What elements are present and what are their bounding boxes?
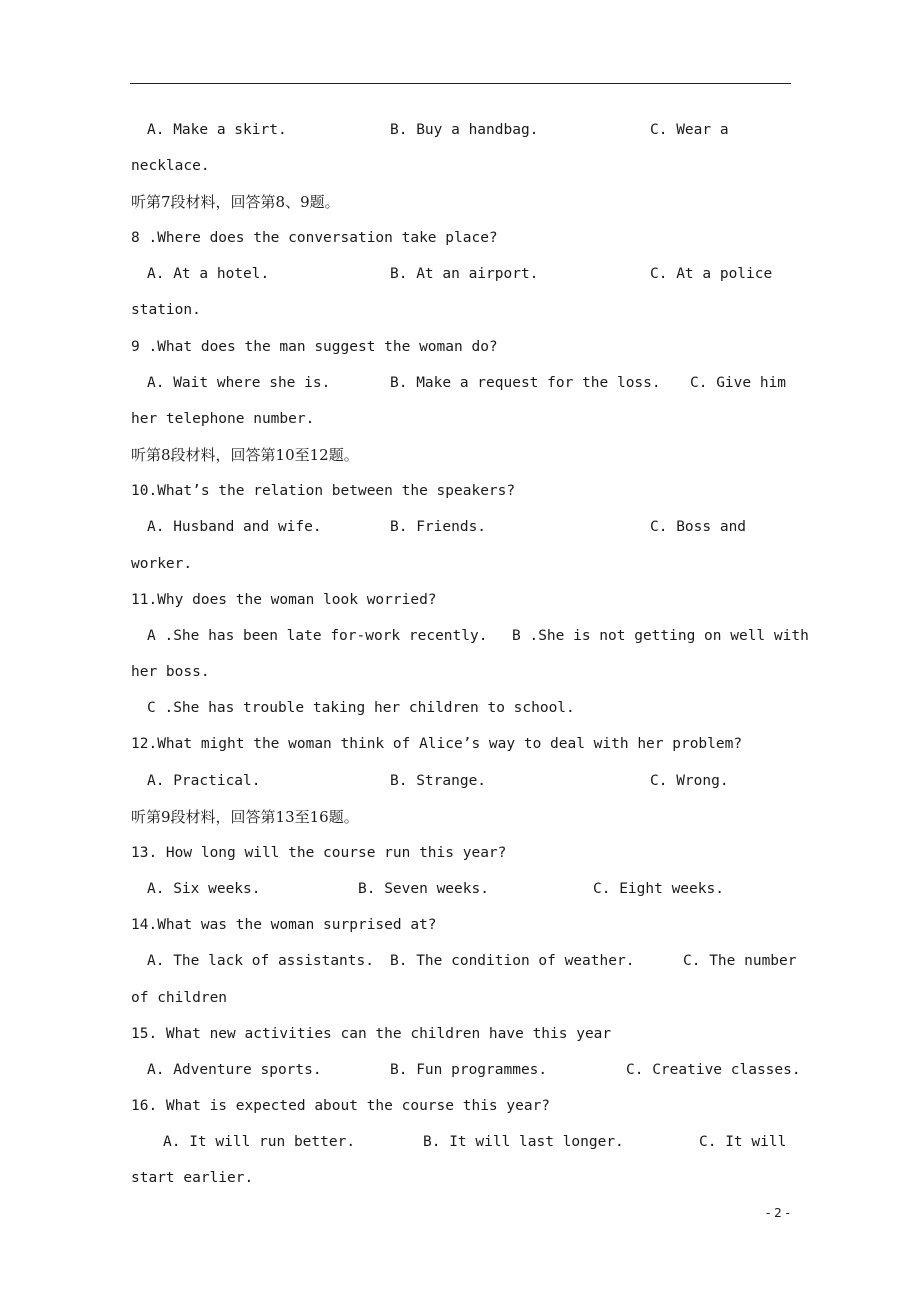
q14-option-c: C. The number	[683, 953, 797, 969]
q8-stem-text: 8 .Where does the conversation take place?	[131, 230, 498, 246]
header-rule	[130, 83, 791, 84]
q7-option-c-cont-text: necklace.	[131, 158, 210, 174]
q12-option-b: B. Strange.	[390, 773, 487, 789]
page-number: - 2 -	[766, 1206, 790, 1220]
q16-option-c-cont	[0, 1167, 254, 1189]
q15-option-b: B. Fun programmes.	[390, 1062, 548, 1078]
q14-option-b: B. The condition of weather.	[390, 953, 635, 969]
q14-option-c-cont	[0, 987, 228, 1009]
q10-stem-text: 10.What’s the relation between the speakers?	[131, 483, 516, 499]
q10-options	[0, 516, 747, 538]
q8-option-c-cont	[0, 299, 201, 321]
q8-option-b: B. At an airport.	[390, 266, 539, 282]
q16-option-c-cont-text: start earlier.	[131, 1170, 254, 1186]
q16-option-c: C. It will	[699, 1134, 787, 1150]
q11-option-c-line	[0, 697, 575, 719]
section-7-text: 听第7段材料，回答第8、9题。	[131, 193, 340, 211]
section-9-instruction	[0, 806, 359, 828]
q13-option-a: A. Six weeks.	[147, 881, 261, 897]
q11-option-b-cont	[0, 661, 210, 683]
q10-option-c: C. Boss and	[650, 519, 747, 535]
q10-option-c-cont	[0, 553, 193, 575]
q13-options	[0, 878, 724, 900]
q9-option-a: A. Wait where she is.	[147, 375, 331, 391]
section-8-text: 听第8段材料，回答第10至12题。	[131, 446, 359, 464]
q9-stem-text: 9 .What does the man suggest the woman do?	[131, 339, 498, 355]
q9-stem	[0, 336, 498, 358]
q12-stem	[0, 733, 743, 755]
q8-option-c-cont-text: station.	[131, 302, 201, 318]
q13-stem-text: 13. How long will the course run this year?	[131, 845, 507, 861]
q9-option-c: C. Give him	[690, 375, 787, 391]
q16-stem-text: 16. What is expected about the course this year?	[131, 1098, 551, 1114]
q11-stem	[0, 589, 437, 611]
q16-option-a: A. It will run better.	[163, 1134, 356, 1150]
q8-option-a: A. At a hotel.	[147, 266, 270, 282]
q16-options	[0, 1131, 787, 1153]
q11-option-b-cont-text: her boss.	[131, 664, 210, 680]
q15-stem	[0, 1023, 612, 1045]
q11-option-c: C .She has trouble taking her children to school.	[147, 700, 575, 716]
section-8-instruction	[0, 444, 359, 466]
q14-option-a: A. The lack of assistants.	[147, 953, 374, 969]
q12-options	[0, 770, 729, 792]
q15-option-a: A. Adventure sports.	[147, 1062, 322, 1078]
q14-options	[0, 950, 797, 972]
q15-options	[0, 1059, 801, 1081]
q10-option-b: B. Friends.	[390, 519, 487, 535]
q7-option-c-cont	[0, 155, 210, 177]
q8-options	[0, 263, 773, 285]
q9-option-c-cont	[0, 408, 315, 430]
q7-option-b: B. Buy a handbag.	[390, 122, 539, 138]
q8-stem	[0, 227, 498, 249]
q9-option-c-cont-text: her telephone number.	[131, 411, 315, 427]
q12-stem-text: 12.What might the woman think of Alice’s way to deal with her problem?	[131, 736, 743, 752]
q12-option-a: A. Practical.	[147, 773, 261, 789]
q8-option-c: C. At a police	[650, 266, 773, 282]
q13-option-b: B. Seven weeks.	[358, 881, 489, 897]
q16-option-b: B. It will last longer.	[423, 1134, 624, 1150]
q11-stem-text: 11.Why does the woman look worried?	[131, 592, 437, 608]
q10-option-a: A. Husband and wife.	[147, 519, 322, 535]
q7-options	[0, 119, 729, 141]
q14-stem-text: 14.What was the woman surprised at?	[131, 917, 437, 933]
q12-option-c: C. Wrong.	[650, 773, 729, 789]
q7-option-c: C. Wear a	[650, 122, 729, 138]
q11-option-a: A .She has been late for-work recently.	[147, 628, 488, 644]
q14-stem	[0, 914, 437, 936]
q11-options	[0, 625, 809, 647]
q7-option-a: A. Make a skirt.	[147, 122, 287, 138]
q15-stem-text: 15. What new activities can the children have this year	[131, 1026, 612, 1042]
q11-option-b: B .She is not getting on well with	[512, 628, 809, 644]
q10-option-c-cont-text: worker.	[131, 556, 193, 572]
q13-stem	[0, 842, 507, 864]
q10-stem	[0, 480, 516, 502]
q16-stem	[0, 1095, 551, 1117]
section-7-instruction	[0, 191, 340, 213]
q14-option-c-cont-text: of children	[131, 990, 228, 1006]
q13-option-c: C. Eight weeks.	[593, 881, 724, 897]
q9-option-b: B. Make a request for the loss.	[390, 375, 661, 391]
section-9-text: 听第9段材料，回答第13至16题。	[131, 808, 359, 826]
q15-option-c: C. Creative classes.	[626, 1062, 801, 1078]
q9-options	[0, 372, 787, 394]
